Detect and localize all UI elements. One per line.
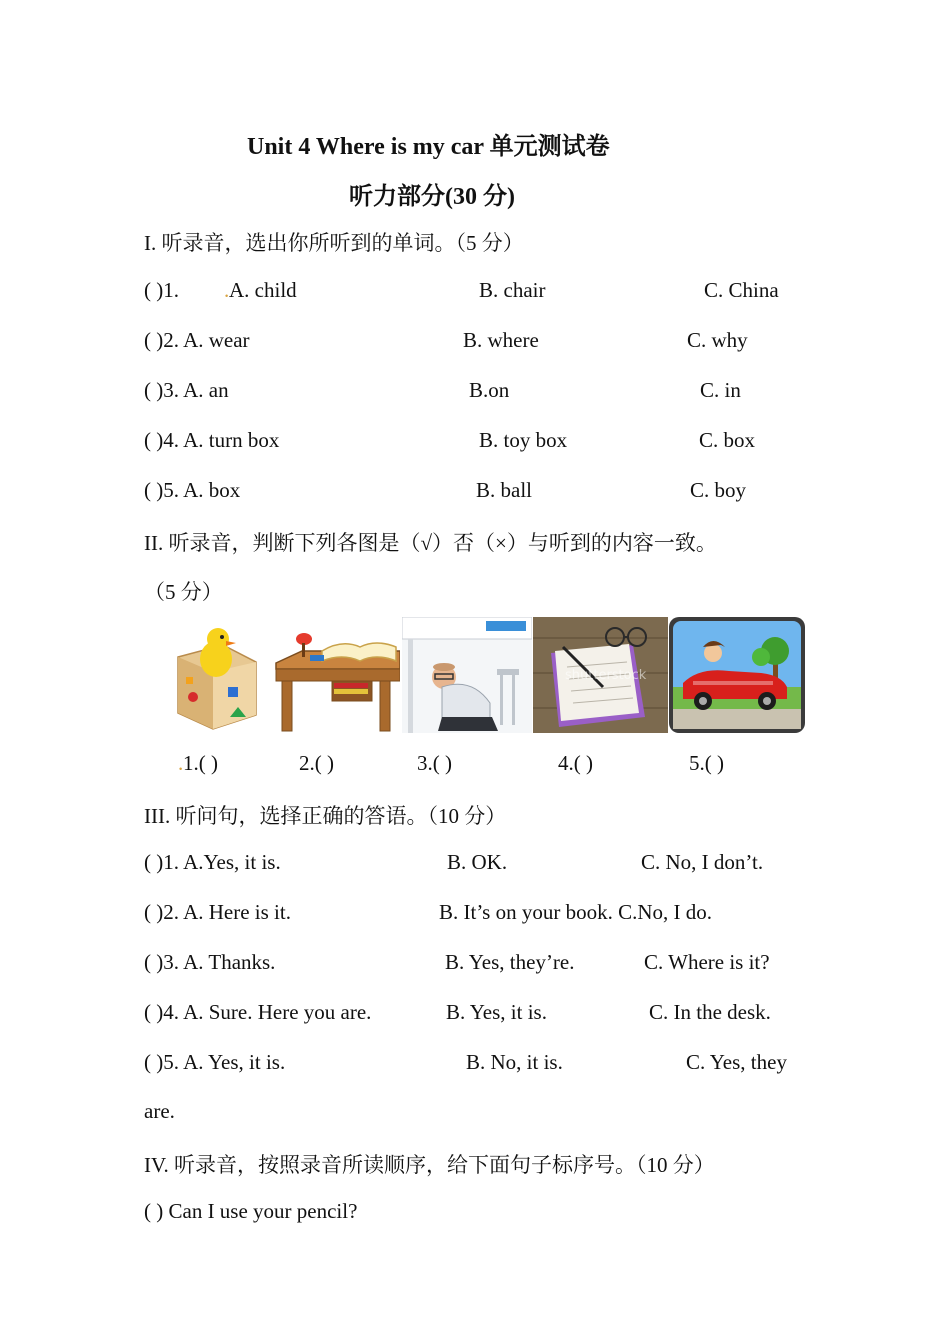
section3-heading: III. 听问句，选择正确的答语。（10 分） (144, 804, 507, 828)
s1-q4-prefix: ( )4. A. turn box (144, 428, 280, 452)
s4-item-1: ( ) Can I use your pencil? (144, 1199, 358, 1223)
notebook-with-glasses-image (533, 617, 668, 733)
s1-q3-option-c: C. in (700, 378, 741, 402)
desk-with-books-image (272, 617, 400, 733)
bullet-dot-icon: . (178, 751, 184, 775)
page-title: Unit 4 Where is my car 单元测试卷 (247, 134, 610, 160)
s3-q5-option-c: C. Yes, they (686, 1050, 787, 1074)
s1-q1-option-c: C. China (704, 278, 779, 302)
s1-q5-option-b: B. ball (476, 478, 532, 502)
s3-q4-option-b: B. Yes, it is. (446, 1000, 547, 1024)
s2-answer-3: 3.( ) (417, 751, 452, 775)
s1-q3-prefix: ( )3. A. an (144, 378, 229, 402)
boy-in-red-car-image (669, 617, 805, 733)
s1-q5-prefix: ( )5. A. box (144, 478, 241, 502)
s3-q2-option-a: ( )2. A. Here is it. (144, 900, 291, 924)
section4-heading: IV. 听录音，按照录音所读顺序，给下面句子标序号。（10 分） (144, 1153, 715, 1177)
s1-q3-option-b: B.on (469, 378, 510, 402)
s1-q2-option-c: C. why (687, 328, 748, 352)
man-under-desk-image (402, 617, 532, 733)
s3-q3-option-c: C. Where is it? (644, 950, 770, 974)
s1-q5-option-c: C. boy (690, 478, 747, 502)
s3-q3-option-a: ( )3. A. Thanks. (144, 950, 276, 974)
s1-q4-option-b: B. toy box (479, 428, 568, 452)
s3-q4-option-c: C. In the desk. (649, 1000, 771, 1024)
s3-q5-wrap: are. (144, 1099, 175, 1123)
s3-q1-option-a: ( )1. A.Yes, it is. (144, 850, 281, 874)
page-subtitle: 听力部分(30 分) (349, 184, 515, 210)
s2-answer-2: 2.( ) (299, 751, 334, 775)
s1-q4-option-c: C. box (699, 428, 756, 452)
duck-in-box-image (168, 617, 268, 733)
s1-q1-option-b: B. chair (479, 278, 546, 302)
s3-q3-option-b: B. Yes, they’re. (445, 950, 575, 974)
s2-answer-1: 1.( ) (183, 751, 218, 775)
section2-heading-score: （5 分） (144, 580, 223, 604)
s3-q2-option-b: B. It’s on your book. C.No, I do. (439, 900, 712, 924)
s2-answer-4: 4.( ) (558, 751, 593, 775)
s1-q2-prefix: ( )2. A. wear (144, 328, 250, 352)
s1-q1-prefix: ( )1. (144, 278, 179, 302)
s3-q1-option-b: B. OK. (447, 850, 508, 874)
s3-q5-option-b: B. No, it is. (466, 1050, 563, 1074)
s2-answer-5: 5.( ) (689, 751, 724, 775)
section2-heading: II. 听录音，判断下列各图是（√）否（×）与听到的内容一致。 (144, 531, 717, 555)
s3-q4-option-a: ( )4. A. Sure. Here you are. (144, 1000, 372, 1024)
section1-heading: I. 听录音，选出你所听到的单词。（5 分） (144, 231, 524, 255)
s1-q2-option-b: B. where (463, 328, 539, 352)
watermark-text: shutterstock (565, 668, 647, 683)
bullet-dot-icon: . (224, 278, 230, 302)
s3-q1-option-c: C. No, I don’t. (641, 850, 764, 874)
s1-q1-option-a: A. child (229, 278, 297, 302)
s3-q5-option-a: ( )5. A. Yes, it is. (144, 1050, 286, 1074)
